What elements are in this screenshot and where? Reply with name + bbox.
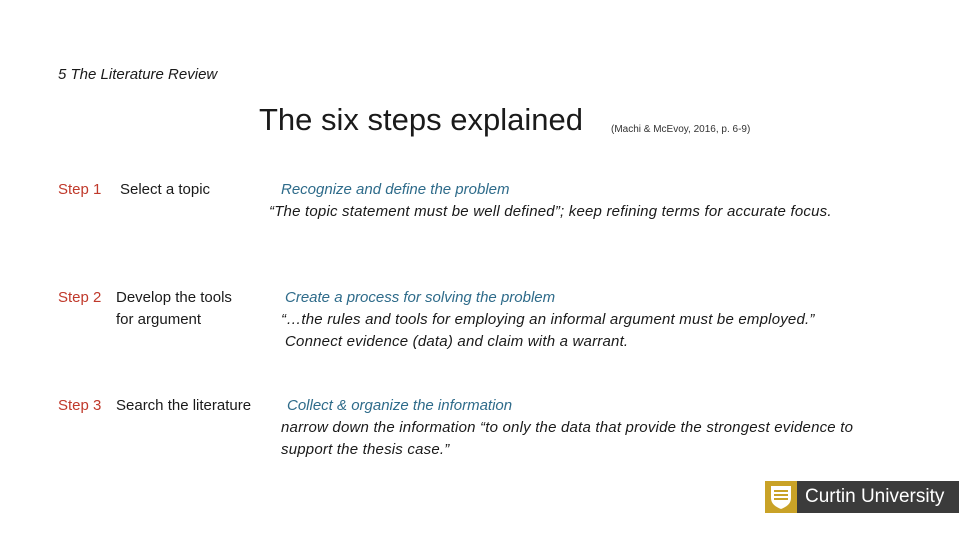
curtin-shield-icon bbox=[765, 481, 797, 513]
step-2-body-line-1: “…the rules and tools for employing an informal argument must be employed.” bbox=[281, 311, 815, 328]
step-2-label-line-2: for argument bbox=[116, 311, 202, 328]
step-1-heading: Recognize and define the problem bbox=[281, 181, 510, 198]
step-1-label: Select a topic bbox=[120, 181, 211, 198]
logo-text: Curtin University bbox=[805, 486, 945, 507]
step-2-number: Step 2 bbox=[58, 289, 102, 306]
step-3-label: Search the literature bbox=[116, 397, 252, 414]
step-2-heading: Create a process for solving the problem bbox=[285, 289, 556, 306]
step-3-body-line-2: support the thesis case.” bbox=[281, 441, 450, 458]
step-1-number: Step 1 bbox=[58, 181, 102, 198]
chapter-label: 5 The Literature Review bbox=[58, 66, 218, 83]
curtin-logo bbox=[765, 481, 959, 513]
slide-title: The six steps explained bbox=[259, 102, 583, 137]
step-1-body-line-1: “The topic statement must be well defined”; keep refining terms for accurate focus. bbox=[269, 203, 832, 220]
citation: (Machi & McEvoy, 2016, p. 6-9) bbox=[611, 124, 751, 135]
step-2-body-line-2: Connect evidence (data) and claim with a warrant. bbox=[285, 333, 629, 350]
step-3-heading: Collect & organize the information bbox=[287, 397, 513, 414]
step-2-label-line-1: Develop the tools bbox=[116, 289, 232, 306]
step-3-body-line-1: narrow down the information “to only the data that provide the strongest evidence to bbox=[281, 419, 854, 436]
step-3-number: Step 3 bbox=[58, 397, 102, 414]
